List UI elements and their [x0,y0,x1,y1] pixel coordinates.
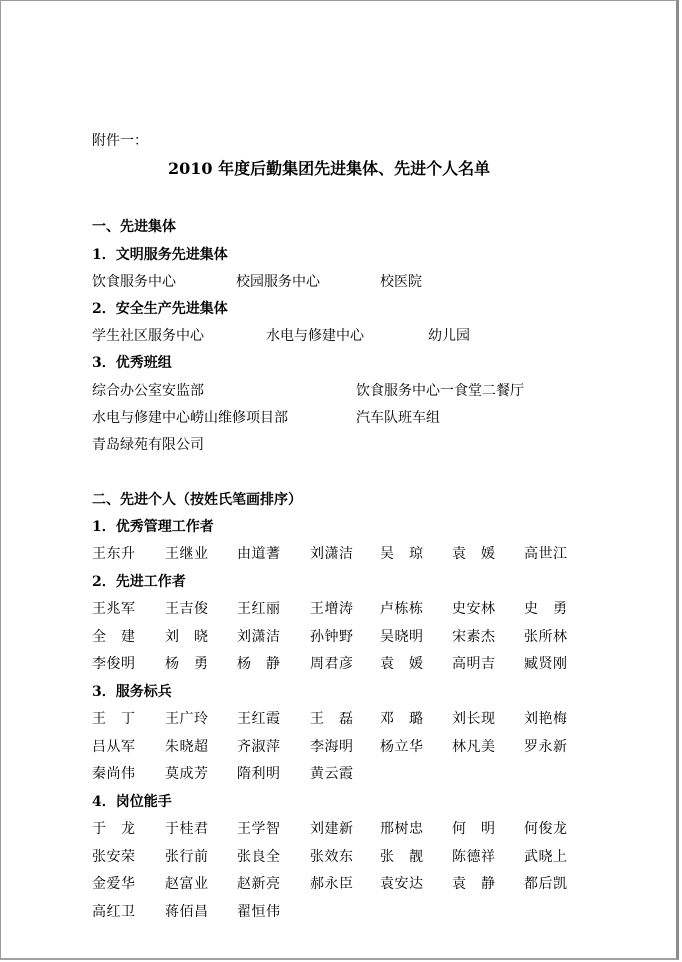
person-name: 吴 琼 [380,546,424,562]
person-name: 都后凯 [524,876,568,892]
group-label-advanced-workers: 2．先进工作者 [92,574,186,590]
person-name: 邓 璐 [380,711,424,727]
person-name: 王红霞 [237,711,281,727]
person-name: 王继业 [165,546,209,562]
group-label-civilized-service: 1．文明服务先进集体 [92,247,228,263]
group-label-service-models: 3．服务标兵 [92,684,172,700]
person-name: 李海明 [310,738,354,755]
person-name: 于桂君 [165,821,209,837]
group-label-excellent-managers: 1．优秀管理工作者 [92,519,214,535]
section-heading-collectives: 一、先进集体 [92,219,176,235]
person-name: 刘建新 [310,821,354,837]
person-name: 赵新亮 [237,876,281,892]
person-name: 周君彦 [310,656,354,672]
collective-item: 水电与修建中心崂山维修项目部 [92,410,288,426]
person-name: 全 建 [92,628,136,645]
collective-item: 汽车队班车组 [356,410,440,426]
person-name: 赵富业 [165,876,209,892]
person-name: 杨 勇 [165,656,209,672]
person-name: 袁安达 [380,876,424,892]
person-name: 隋利明 [237,766,281,782]
person-name: 由道蓍 [237,546,281,562]
person-name: 翟恒伟 [237,903,281,920]
person-name: 何俊龙 [524,821,568,837]
person-name: 刘 晓 [165,628,209,645]
person-name: 何 明 [452,821,496,837]
person-name: 高明吉 [452,656,496,672]
person-name: 王兆军 [92,601,136,617]
person-name: 吕从军 [92,738,136,755]
person-name: 林凡美 [452,738,496,755]
person-name: 于 龙 [92,821,136,837]
collective-item: 水电与修建中心 [266,328,364,344]
collective-item: 饮食服务中心一食堂二餐厅 [356,383,524,399]
person-name: 袁 静 [452,876,496,892]
person-name: 臧贤刚 [524,656,568,672]
person-name: 张 靓 [380,848,424,865]
person-name: 王吉俊 [165,601,209,617]
person-name: 王学智 [237,821,281,837]
person-name: 张良全 [237,848,281,865]
person-name: 杨 静 [237,656,281,672]
person-name: 孙钟野 [310,628,354,645]
person-name: 罗永新 [524,738,568,755]
person-name: 黄云霞 [310,766,354,782]
person-name: 金爱华 [92,876,136,892]
group-label-skilled-workers: 4．岗位能手 [92,794,172,810]
person-name: 刘潇洁 [237,628,281,645]
collective-item: 学生社区服务中心 [92,328,204,344]
person-name: 朱晓超 [165,738,209,755]
person-name: 王广玲 [165,711,209,727]
person-name: 王 丁 [92,711,136,727]
person-name: 袁 媛 [452,546,496,562]
person-name: 杨立华 [380,738,424,755]
person-name: 武晓上 [524,848,568,865]
section-heading-individuals: 二、先进个人（按姓氏笔画排序） [92,492,302,508]
person-name: 刘长现 [452,711,496,727]
group-label-safe-production: 2．安全生产先进集体 [92,301,228,317]
person-name: 邢树忠 [380,821,424,837]
person-name: 史 勇 [524,601,568,617]
person-name: 王 磊 [310,711,354,727]
person-name: 史安林 [452,601,496,617]
collective-item: 幼儿园 [428,328,470,344]
person-name: 陈德祥 [452,848,496,865]
collective-item: 青岛绿苑有限公司 [92,437,204,453]
person-name: 卢栋栋 [380,601,424,617]
collective-item: 综合办公室安监部 [92,383,204,399]
person-name: 张效东 [310,848,354,865]
person-name: 郝永臣 [310,876,354,892]
person-name: 高世江 [524,546,568,562]
person-name: 齐淑萍 [237,738,281,755]
attachment-label: 附件一： [92,133,148,149]
person-name: 张行前 [165,848,209,865]
collective-item: 饮食服务中心 [92,274,176,290]
person-name: 王东升 [92,546,136,562]
collective-item: 校园服务中心 [236,274,320,290]
person-name: 刘艳梅 [524,711,568,727]
person-name: 张安荣 [92,848,136,865]
person-name: 王红丽 [237,601,281,617]
group-label-excellent-teams: 3．优秀班组 [92,355,172,371]
person-name: 莫成芳 [165,766,209,782]
collective-item: 校医院 [380,274,422,290]
person-name: 宋素杰 [452,628,496,645]
document-title: 2010 年度后勤集团先进集体、先进个人名单 [168,159,491,178]
person-name: 张所林 [524,628,568,645]
person-name: 秦尚伟 [92,766,136,782]
person-name: 刘潇洁 [310,546,354,562]
person-name: 李俊明 [92,656,136,672]
person-name: 袁 媛 [380,656,424,672]
person-name: 高红卫 [92,903,136,920]
person-name: 吴晓明 [380,628,424,645]
person-name: 蒋佰昌 [165,903,209,920]
person-name: 王增涛 [310,601,354,617]
